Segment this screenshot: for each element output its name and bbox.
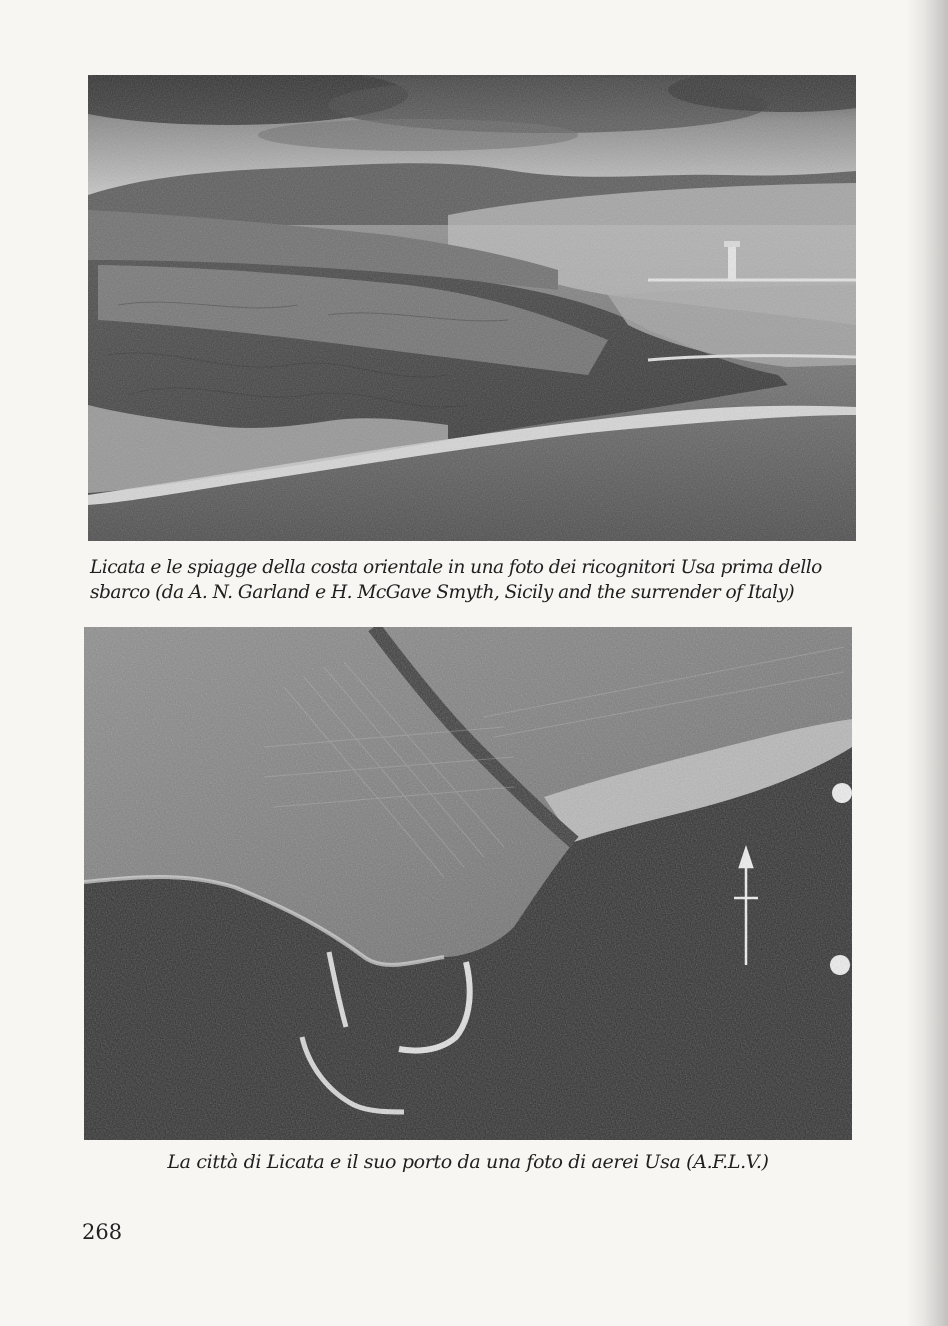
caption-bottom: La città di Licata e il suo porto da una foto di aerei Usa (A.F.L.V.)	[167, 1151, 769, 1173]
aerial-photo-harbor	[84, 627, 852, 1140]
page-number: 268	[82, 1220, 123, 1244]
caption-top-line-2: sbarco (da A. N. Garland e H. McGave Smyth, Sicily and the surrender of Italy)	[90, 582, 795, 603]
caption-top-line-1: Licata e le spiagge della costa orientale in una foto dei ricognitori Usa prima dello	[90, 557, 822, 578]
aerial-photo-harbor-image	[84, 627, 852, 1140]
page-edge-shadow	[906, 0, 948, 1326]
aerial-photo-coast-image	[88, 75, 856, 541]
aerial-photo-coast	[88, 75, 856, 541]
